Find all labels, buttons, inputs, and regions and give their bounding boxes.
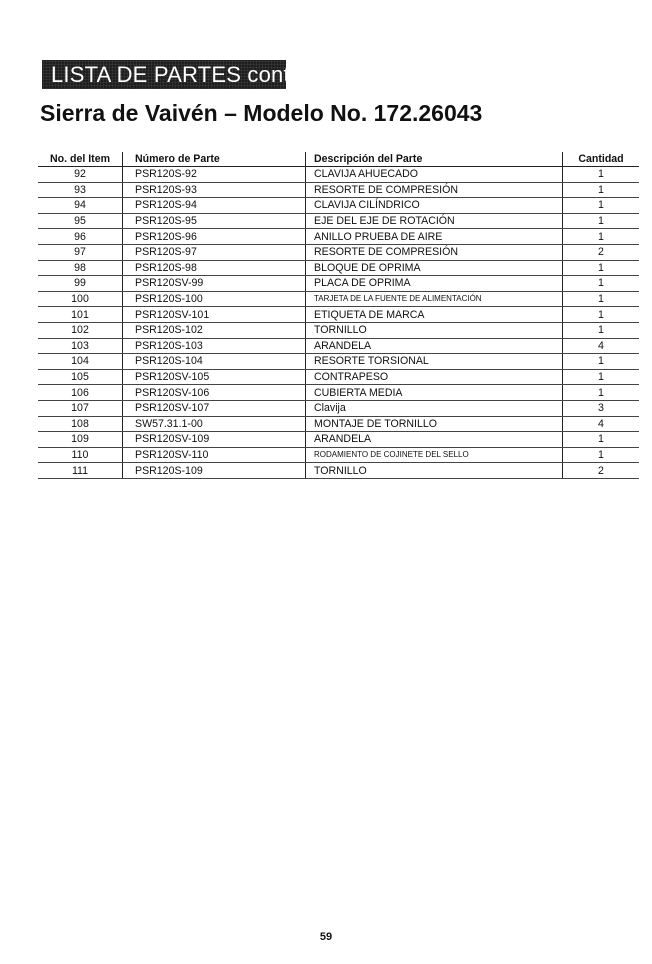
table-row bbox=[38, 276, 639, 292]
table-row bbox=[38, 244, 639, 260]
page-title: Sierra de Vaivén – Modelo No. 172.26043 bbox=[40, 100, 483, 126]
part-number-cell: PSR120S-92 bbox=[123, 167, 306, 183]
item-number-cell: 100 bbox=[38, 291, 123, 307]
parts-table-body bbox=[38, 167, 639, 479]
table-row bbox=[38, 198, 639, 214]
part-number-cell: PSR120S-98 bbox=[123, 260, 306, 276]
item-number-cell: 92 bbox=[38, 167, 123, 183]
description-cell: RESORTE TORSIONAL bbox=[306, 354, 563, 370]
part-number-cell: PSR120SV-106 bbox=[123, 385, 306, 401]
part-number-cell: PSR120S-97 bbox=[123, 244, 306, 260]
description-cell: TARJETA DE LA FUENTE DE ALIMENTACIÓN bbox=[306, 291, 563, 307]
part-number-cell: PSR120S-104 bbox=[123, 354, 306, 370]
header-item-number: No. del Item bbox=[38, 152, 123, 167]
table-row bbox=[38, 432, 639, 448]
item-number-cell: 109 bbox=[38, 432, 123, 448]
item-number-cell: 97 bbox=[38, 244, 123, 260]
quantity-cell: 1 bbox=[563, 322, 640, 338]
item-number-cell: 95 bbox=[38, 213, 123, 229]
table-row bbox=[38, 416, 639, 432]
quantity-cell: 2 bbox=[563, 244, 640, 260]
table-row bbox=[38, 463, 639, 479]
item-number-cell: 99 bbox=[38, 276, 123, 292]
table-row bbox=[38, 260, 639, 276]
description-cell: CUBIERTA MEDIA bbox=[306, 385, 563, 401]
item-number-cell: 107 bbox=[38, 400, 123, 416]
quantity-cell: 2 bbox=[563, 463, 640, 479]
part-number-cell: PSR120S-103 bbox=[123, 338, 306, 354]
quantity-cell: 1 bbox=[563, 432, 640, 448]
description-cell: EJE DEL EJE DE ROTACIÓN bbox=[306, 213, 563, 229]
description-cell: MONTAJE DE TORNILLO bbox=[306, 416, 563, 432]
header-description: Descripción del Parte bbox=[306, 152, 563, 167]
quantity-cell: 1 bbox=[563, 213, 640, 229]
description-cell: BLOQUE DE OPRIMA bbox=[306, 260, 563, 276]
part-number-cell: PSR120S-94 bbox=[123, 198, 306, 214]
table-row bbox=[38, 182, 639, 198]
table-row bbox=[38, 291, 639, 307]
table-row bbox=[38, 213, 639, 229]
part-number-cell: SW57.31.1-00 bbox=[123, 416, 306, 432]
quantity-cell: 1 bbox=[563, 182, 640, 198]
item-number-cell: 111 bbox=[38, 463, 123, 479]
description-cell: RESORTE DE COMPRESIÓN bbox=[306, 244, 563, 260]
part-number-cell: PSR120S-93 bbox=[123, 182, 306, 198]
header-quantity: Cantidad bbox=[563, 152, 640, 167]
table-row bbox=[38, 167, 639, 183]
quantity-cell: 1 bbox=[563, 447, 640, 463]
description-cell: TORNILLO bbox=[306, 463, 563, 479]
table-row bbox=[38, 400, 639, 416]
part-number-cell: PSR120SV-109 bbox=[123, 432, 306, 448]
part-number-cell: PSR120S-100 bbox=[123, 291, 306, 307]
description-cell: TORNILLO bbox=[306, 322, 563, 338]
description-cell: ARANDELA bbox=[306, 338, 563, 354]
table-row bbox=[38, 322, 639, 338]
item-number-cell: 98 bbox=[38, 260, 123, 276]
table-row bbox=[38, 354, 639, 370]
part-number-cell: PSR120S-96 bbox=[123, 229, 306, 245]
description-cell: ARANDELA bbox=[306, 432, 563, 448]
table-row bbox=[38, 338, 639, 354]
table-header-row bbox=[38, 152, 639, 167]
item-number-cell: 96 bbox=[38, 229, 123, 245]
part-number-cell: PSR120S-109 bbox=[123, 463, 306, 479]
header-part-number: Número de Parte bbox=[123, 152, 306, 167]
table-row bbox=[38, 447, 639, 463]
item-number-cell: 103 bbox=[38, 338, 123, 354]
quantity-cell: 4 bbox=[563, 416, 640, 432]
quantity-cell: 1 bbox=[563, 291, 640, 307]
quantity-cell: 3 bbox=[563, 400, 640, 416]
item-number-cell: 106 bbox=[38, 385, 123, 401]
quantity-cell: 1 bbox=[563, 229, 640, 245]
quantity-cell: 1 bbox=[563, 369, 640, 385]
item-number-cell: 102 bbox=[38, 322, 123, 338]
item-number-cell: 101 bbox=[38, 307, 123, 323]
quantity-cell: 4 bbox=[563, 338, 640, 354]
description-cell: CONTRAPESO bbox=[306, 369, 563, 385]
description-cell: CLAVIJA AHUECADO bbox=[306, 167, 563, 183]
quantity-cell: 1 bbox=[563, 354, 640, 370]
table-row bbox=[38, 385, 639, 401]
item-number-cell: 104 bbox=[38, 354, 123, 370]
table-row bbox=[38, 307, 639, 323]
item-number-cell: 94 bbox=[38, 198, 123, 214]
description-cell: RESORTE DE COMPRESIÓN bbox=[306, 182, 563, 198]
part-number-cell: PSR120SV-99 bbox=[123, 276, 306, 292]
quantity-cell: 1 bbox=[563, 167, 640, 183]
quantity-cell: 1 bbox=[563, 385, 640, 401]
item-number-cell: 110 bbox=[38, 447, 123, 463]
part-number-cell: PSR120S-102 bbox=[123, 322, 306, 338]
part-number-cell: PSR120SV-110 bbox=[123, 447, 306, 463]
description-cell: CLAVIJA CILÍNDRICO bbox=[306, 198, 563, 214]
item-number-cell: 108 bbox=[38, 416, 123, 432]
part-number-cell: PSR120SV-105 bbox=[123, 369, 306, 385]
description-cell: ANILLO PRUEBA DE AIRE bbox=[306, 229, 563, 245]
description-cell: RODAMIENTO DE COJINETE DEL SELLO bbox=[306, 447, 563, 463]
item-number-cell: 105 bbox=[38, 369, 123, 385]
table-row bbox=[38, 369, 639, 385]
section-banner: LISTA DE PARTES cont. bbox=[42, 60, 286, 89]
quantity-cell: 1 bbox=[563, 307, 640, 323]
parts-table bbox=[38, 152, 639, 479]
quantity-cell: 1 bbox=[563, 260, 640, 276]
part-number-cell: PSR120S-95 bbox=[123, 213, 306, 229]
description-cell: PLACA DE OPRIMA bbox=[306, 276, 563, 292]
description-cell: Clavija bbox=[306, 400, 563, 416]
description-cell: ETIQUETA DE MARCA bbox=[306, 307, 563, 323]
table-row bbox=[38, 229, 639, 245]
part-number-cell: PSR120SV-101 bbox=[123, 307, 306, 323]
quantity-cell: 1 bbox=[563, 198, 640, 214]
page-number: 59 bbox=[319, 931, 333, 943]
part-number-cell: PSR120SV-107 bbox=[123, 400, 306, 416]
item-number-cell: 93 bbox=[38, 182, 123, 198]
quantity-cell: 1 bbox=[563, 276, 640, 292]
